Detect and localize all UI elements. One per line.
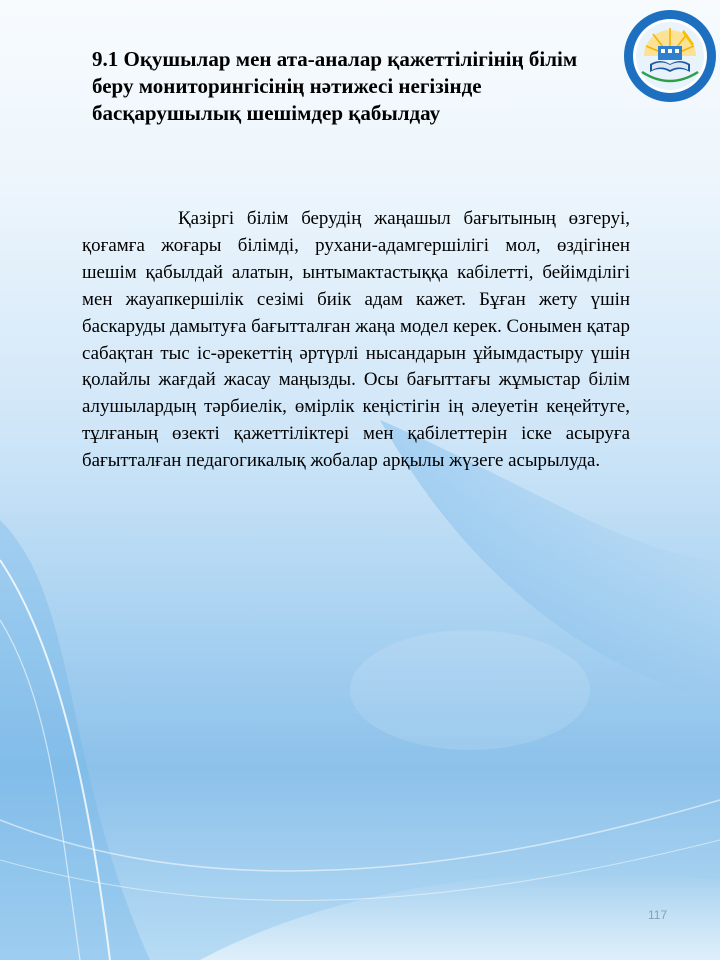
page-title: 9.1 Оқушылар мен ата-аналар қажеттілігінің білім беру мониторингісінің нәтижесі негізінде басқарушылық шешімдер қабылдау [92,47,578,125]
body-paragraph: Қазіргі білім берудің жаңашыл бағытының өзгеруі, қоғамға жоғары білімді, рухани-адамгершілігі мол, өздігінен шешім қабылдай алатын, ынтымактастыққа кабілетті, бейімділігі мен жауапкершілік сезімі биік адам кажет. Бұған жету үшін баскаруды дамытуға бағытталған жаңа модел керек. Сонымен қатар сабақтан тыс іс-әрекеттің әртүрлі нысандарын ұйымдастыру үшін қолайлы жағдай жасау маңызды. Осы бағыттағы жұмыстар білім алушылардың тәрбиелік, өмірлік кеңістігін ің әлеуетін кеңейтуге, тұлғаның өзекті қажеттіліктері мен қабілеттерін іске асыруға бағытталған педагогикалық жобалар арқылы жүзеге асырылуда. [82,208,630,472]
page-number: 117 [648,908,668,922]
school-emblem-icon [622,8,718,104]
